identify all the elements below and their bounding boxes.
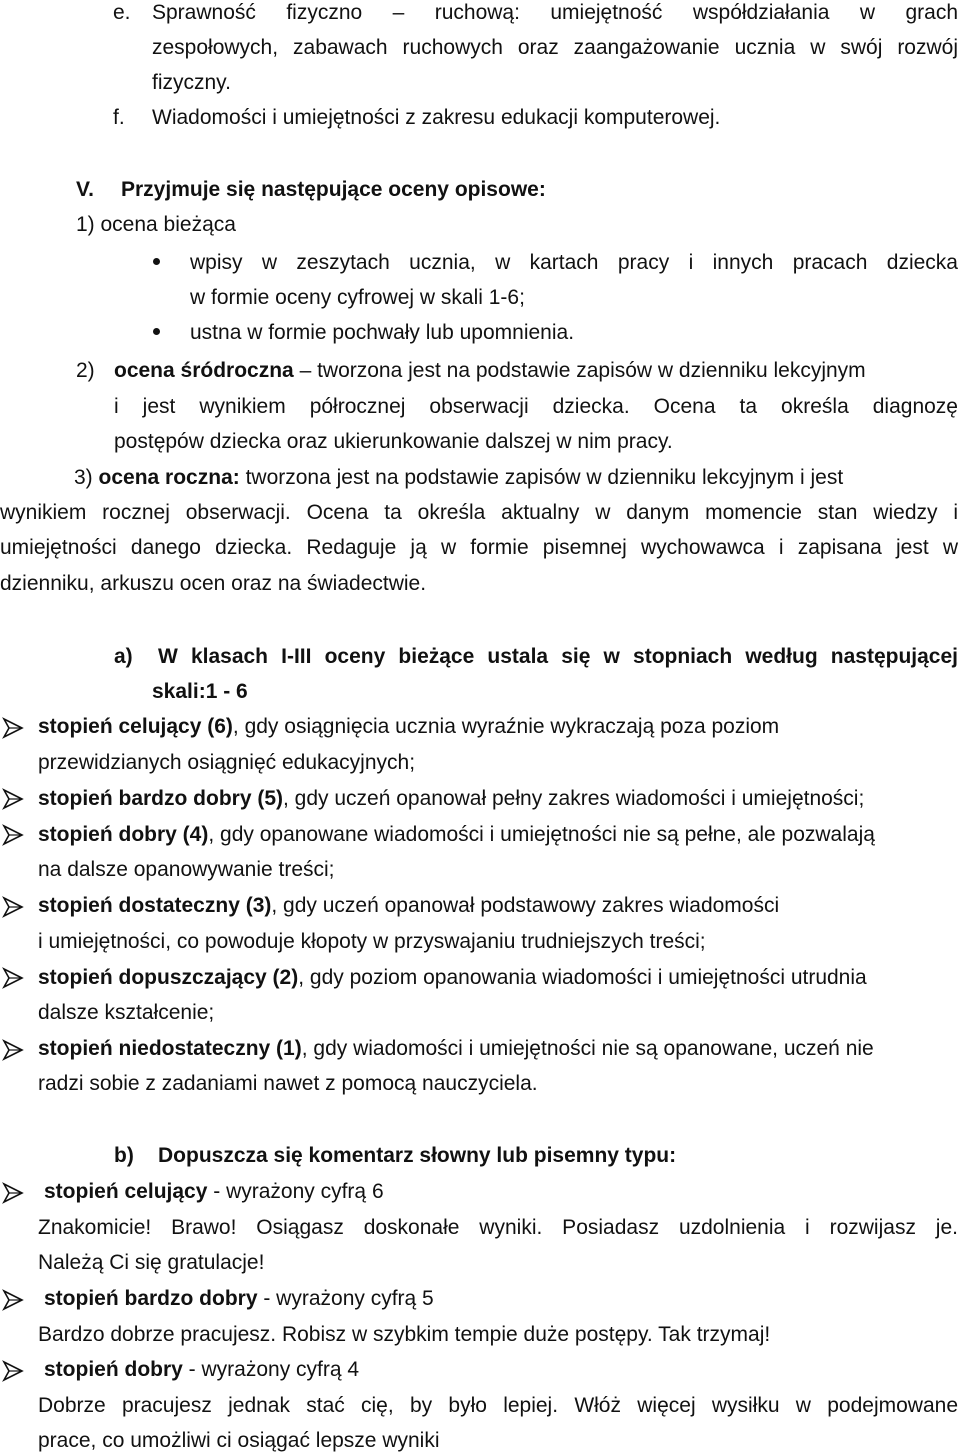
comment-4-text-line1: Dobrze pracujesz jednak stać cię, by było lepiej. Włóż więcej wysiłku w podejmowane — [38, 1394, 958, 1417]
grade-1-line2: radzi sobie z zadaniami nawet z pomocą nauczyciela. — [38, 1072, 538, 1095]
subsection-a-title-line2: skali:1 - 6 — [152, 680, 248, 703]
comment-6-value: - wyrażony cyfrą 6 — [207, 1180, 384, 1203]
comment-5-heading — [44, 1286, 434, 1312]
ocena-biezaca-bullet1-line2: w formie oceny cyfrowej w skali 1-6; — [190, 286, 525, 309]
comment-5-text-line1: Bardzo dobrze pracujesz. Robisz w szybkim tempie duże postępy. Tak trzymaj! — [38, 1323, 771, 1346]
section-f-line1: Wiadomości i umiejętności z zakresu edukacji komputerowej. — [152, 106, 721, 129]
arrow-bullet-icon — [2, 896, 24, 918]
grade-4-text: , gdy opanowane wiadomości i umiejętności nie są pełne, ale pozwalają — [208, 823, 875, 846]
comment-6-text-line1: Znakomicie! Brawo! Osiągasz doskonałe wyniki. Posiadasz uzdolnienia i rozwijasz je. — [38, 1216, 958, 1239]
section-v-title: Przyjmuje się następujące oceny opisowe: — [121, 178, 546, 201]
grade-3-line1 — [38, 893, 779, 919]
ocena-biezaca-bullet2: ustna w formie pochwały lub upomnienia. — [190, 321, 575, 344]
list-marker-e: e. — [113, 1, 131, 24]
grade-3-label: stopień dostateczny (3) — [38, 894, 272, 917]
comment-5-label: stopień bardzo dobry — [44, 1287, 258, 1310]
comment-6-label: stopień celujący — [44, 1180, 208, 1203]
grade-2-line2: dalsze kształcenie; — [38, 1001, 215, 1024]
grade-2-label: stopień dopuszczający (2) — [38, 966, 299, 989]
grade-1-text: , gdy wiadomości i umiejętności nie są opanowane, uczeń nie — [301, 1037, 874, 1060]
ocena-srodroczna-label: ocena śródroczna — [114, 359, 294, 382]
grade-6-line1 — [38, 714, 779, 740]
comment-4-heading — [44, 1357, 359, 1383]
ocena-roczna-line4: dzienniku, arkuszu ocen oraz na świadectwie. — [0, 572, 427, 595]
arrow-bullet-icon — [2, 967, 24, 989]
ocena-roczna-label: ocena roczna: — [98, 466, 240, 489]
grade-2-text: , gdy poziom opanowania wiadomości i umiejętności utrudnia — [298, 966, 867, 989]
ocena-biezaca-heading: 1) ocena bieżąca — [76, 213, 236, 236]
grade-4-line1 — [38, 822, 875, 848]
grade-4-line2: na dalsze opanowywanie treści; — [38, 858, 335, 881]
ocena-roczna-line3: umiejętności danego dziecka. Redaguje ją w formie pisemnej wychowawca i zapisana jest w — [0, 536, 958, 559]
comment-6-text-line2: Należą Ci się gratulacje! — [38, 1251, 265, 1274]
ocena-roczna-line2: wynikiem rocznej obserwacji. Ocena ta określa aktualny w danym momencie stan wiedzy i — [0, 501, 958, 524]
arrow-bullet-icon — [2, 1182, 24, 1204]
subsection-a-title-line1: W klasach I-III oceny bieżące ustala się w stopniach według następującej — [158, 645, 958, 668]
comment-5-value: - wyrażony cyfrą 5 — [257, 1287, 434, 1310]
comment-6-heading — [44, 1179, 384, 1205]
arrow-bullet-icon — [2, 788, 24, 810]
grade-4-label: stopień dobry (4) — [38, 823, 209, 846]
ocena-srodroczna-line3: postępów dziecka oraz ukierunkowanie dalszej w nim pracy. — [114, 430, 673, 453]
grade-5-line1 — [38, 786, 864, 812]
section-v-marker: V. — [76, 178, 94, 201]
bullet-dot-icon — [153, 328, 160, 335]
grade-3-line2: i umiejętności, co powoduje kłopoty w przyswajaniu trudniejszych treści; — [38, 930, 706, 953]
grade-1-line1 — [38, 1036, 874, 1062]
comment-4-value: - wyrażony cyfrą 4 — [182, 1358, 360, 1381]
section-e-line1: Sprawność fizyczno – ruchową: umiejętność współdziałania w grach — [152, 1, 958, 24]
subsection-a-marker: a) — [114, 645, 133, 668]
bullet-dot-icon — [153, 258, 160, 265]
ocena-srodroczna-number: 2) — [76, 359, 95, 382]
ocena-roczna-number: 3) — [74, 466, 93, 489]
arrow-bullet-icon — [2, 1039, 24, 1061]
ocena-roczna-line1 — [74, 465, 843, 491]
ocena-srodroczna-text: – tworzona jest na podstawie zapisów w dzienniku lekcyjnym — [293, 359, 866, 382]
list-marker-f: f. — [113, 106, 125, 129]
grade-1-label: stopień niedostateczny (1) — [38, 1037, 302, 1060]
arrow-bullet-icon — [2, 824, 24, 846]
grade-2-line1 — [38, 965, 867, 991]
ocena-srodroczna-line1 — [114, 358, 866, 384]
grade-5-label: stopień bardzo dobry (5) — [38, 787, 284, 810]
arrow-bullet-icon — [2, 717, 24, 739]
ocena-biezaca-bullet1-line1: wpisy w zeszytach ucznia, w kartach pracy i innych pracach dziecka — [190, 251, 958, 274]
comment-4-text-line2: prace, co umożliwi ci osiągać lepsze wyniki — [38, 1429, 440, 1452]
arrow-bullet-icon — [2, 1289, 24, 1311]
section-e-line2: zespołowych, zabawach ruchowych oraz zaangażowanie ucznia w swój rozwój — [152, 36, 958, 59]
comment-4-label: stopień dobry — [44, 1358, 183, 1381]
ocena-roczna-text: tworzona jest na podstawie zapisów w dzienniku lekcyjnym i jest — [239, 466, 844, 489]
grade-3-text: , gdy uczeń opanował podstawowy zakres wiadomości — [271, 894, 780, 917]
grade-6-text: , gdy osiągnięcia ucznia wyraźnie wykraczają poza poziom — [232, 715, 780, 738]
arrow-bullet-icon — [2, 1360, 24, 1382]
subsection-b-marker: b) — [114, 1144, 134, 1167]
ocena-srodroczna-line2: i jest wynikiem półrocznej obserwacji dziecka. Ocena ta określa diagnozę — [114, 395, 958, 418]
subsection-b-title: Dopuszcza się komentarz słowny lub pisemny typu: — [158, 1144, 677, 1167]
grade-6-label: stopień celujący (6) — [38, 715, 233, 738]
grade-5-text: , gdy uczeń opanował pełny zakres wiadomości i umiejętności; — [283, 787, 865, 810]
grade-6-line2: przewidzianych osiągnięć edukacyjnych; — [38, 751, 416, 774]
section-e-line3: fizyczny. — [152, 71, 231, 94]
